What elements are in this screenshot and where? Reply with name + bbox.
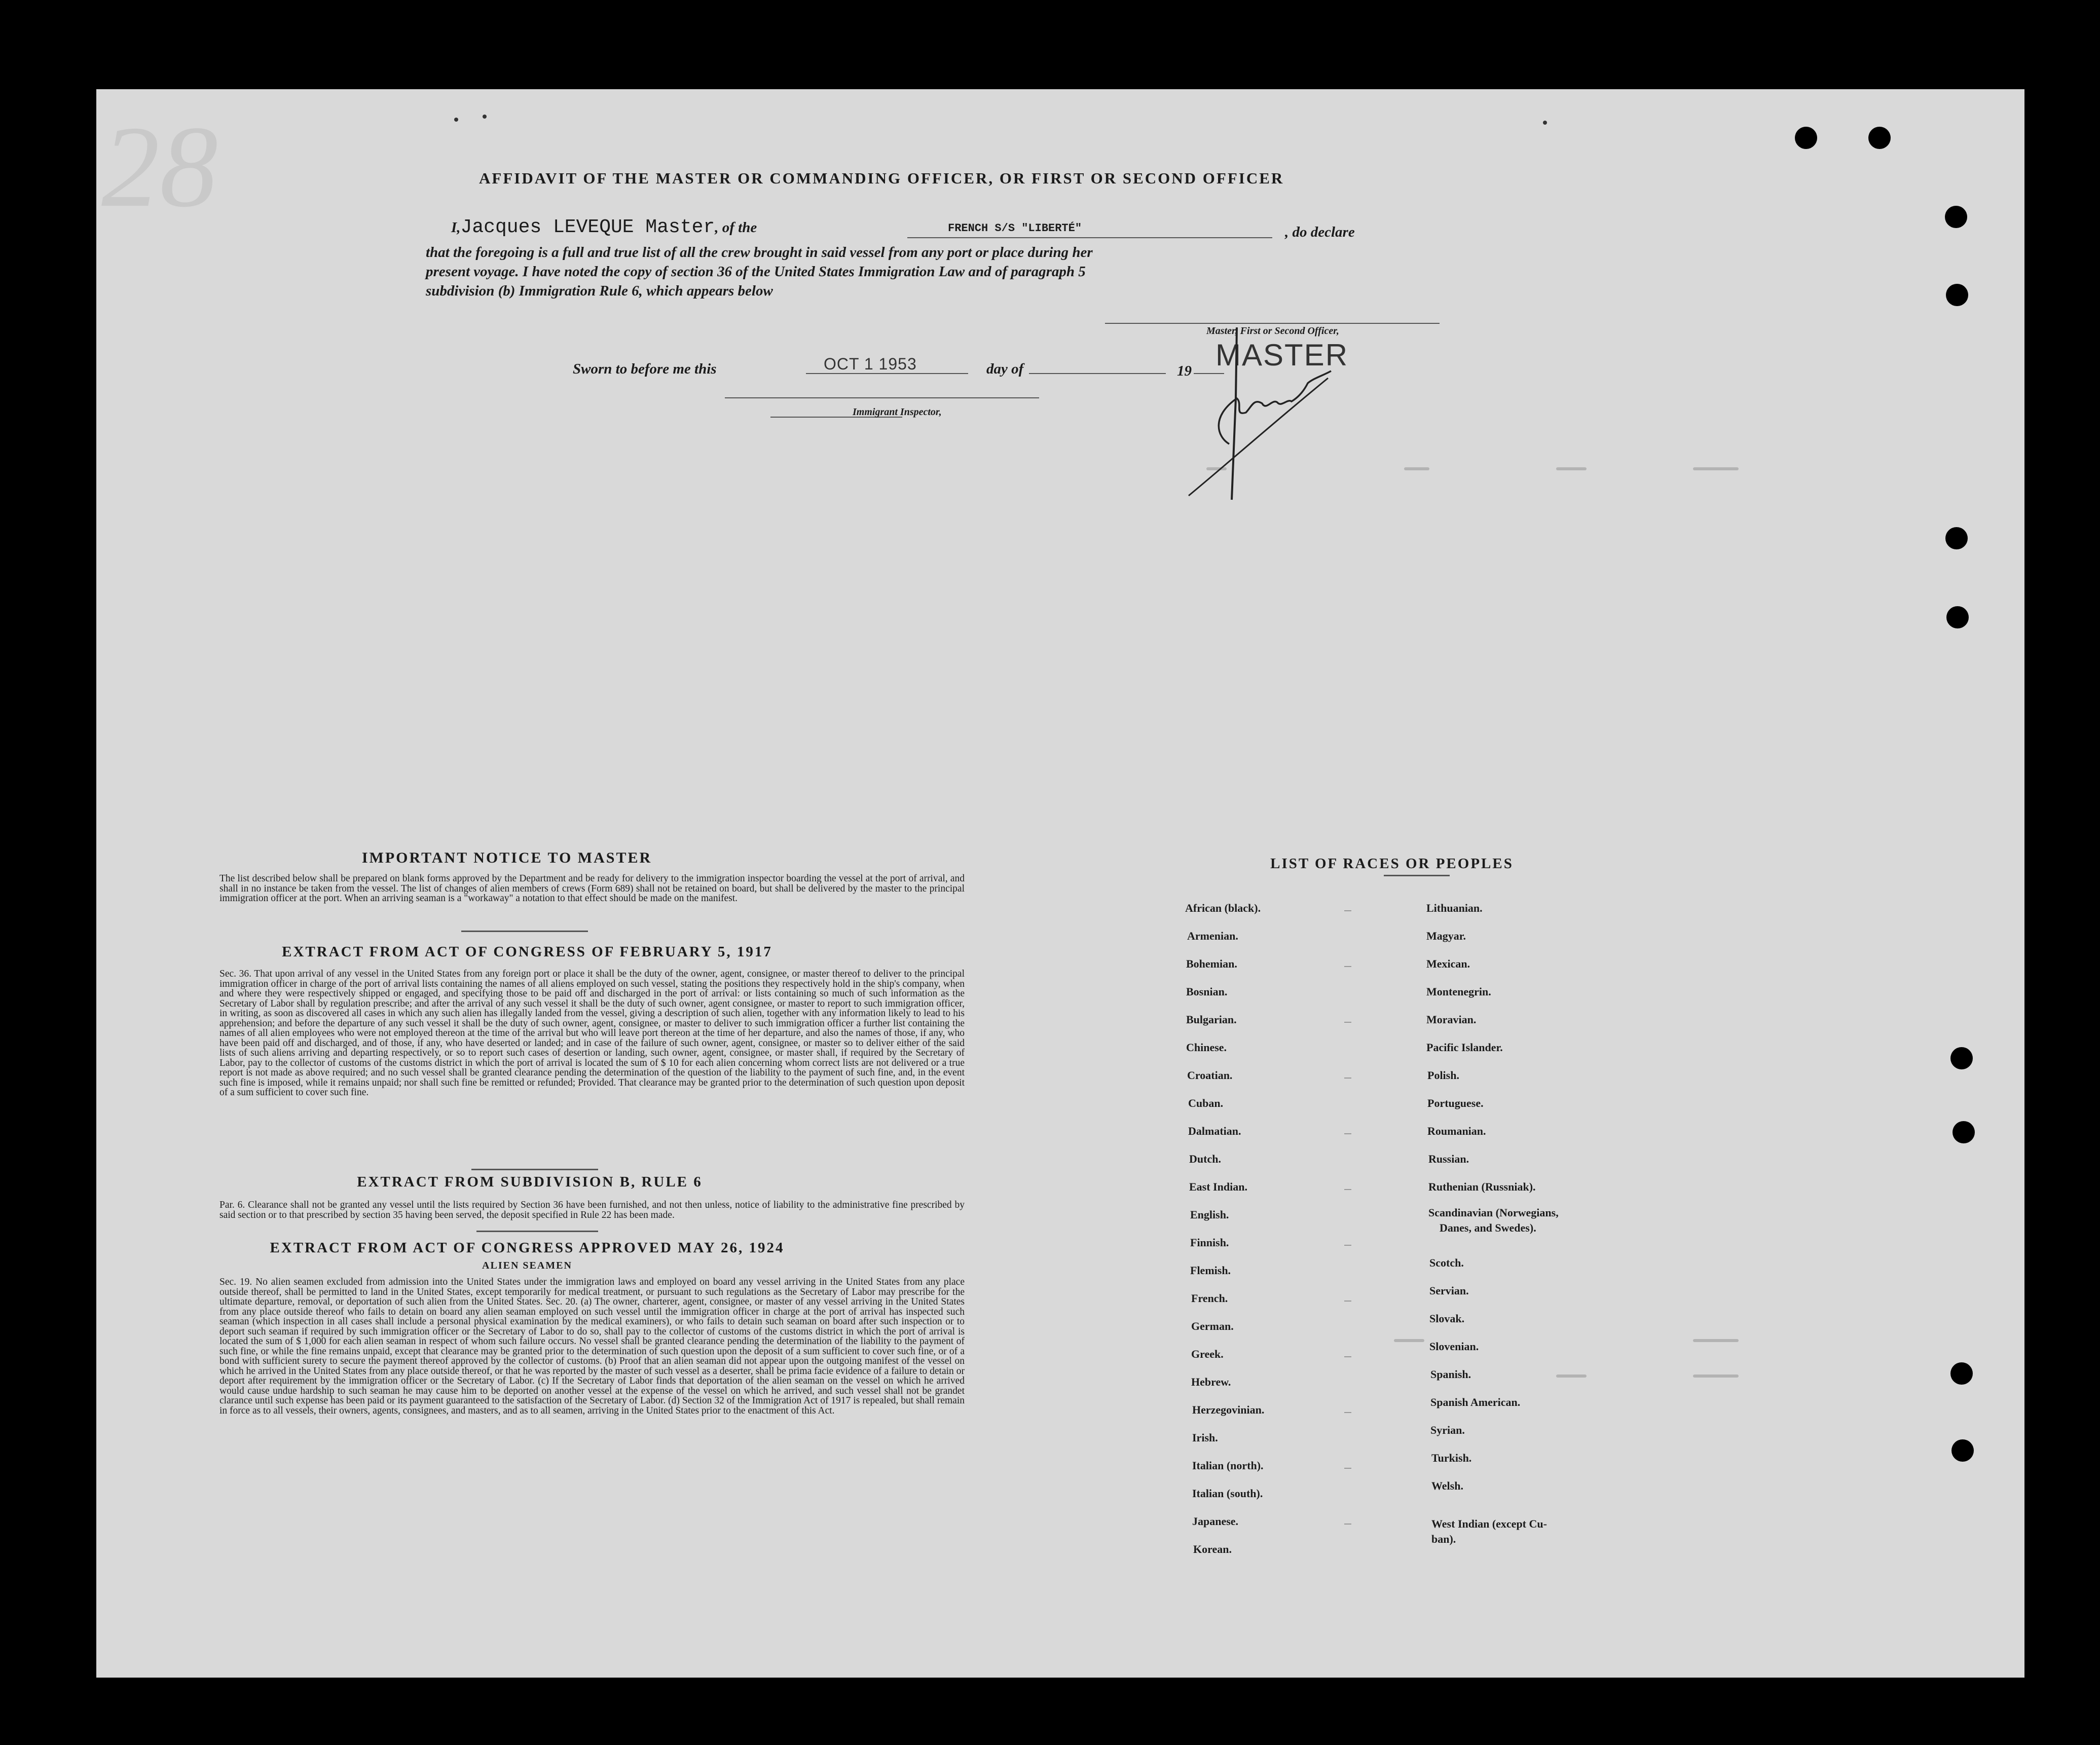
race-divider-dash bbox=[1344, 966, 1351, 967]
race-item: Bohemian. bbox=[1186, 957, 1237, 970]
notice-title: IMPORTANT NOTICE TO MASTER bbox=[361, 849, 652, 866]
race-divider-dash bbox=[1344, 910, 1351, 911]
bleed-through-line bbox=[1556, 467, 1587, 470]
extract-1917-title: EXTRACT FROM ACT OF CONGRESS OF FEBRUARY 5, 1917 bbox=[282, 944, 772, 960]
race-item: Italian (south). bbox=[1192, 1487, 1263, 1500]
inspector-signature-line bbox=[725, 397, 1039, 398]
race-item: Armenian. bbox=[1187, 930, 1238, 942]
race-item: Danes, and Swedes). bbox=[1440, 1221, 1536, 1234]
race-item: Spanish. bbox=[1430, 1368, 1471, 1381]
race-item: Moravian. bbox=[1426, 1013, 1477, 1026]
race-item: Finnish. bbox=[1190, 1236, 1229, 1249]
race-item: Magyar. bbox=[1426, 930, 1466, 942]
race-item: Herzegovinian. bbox=[1192, 1403, 1265, 1416]
race-item: Polish. bbox=[1427, 1069, 1459, 1082]
race-item: African (black). bbox=[1185, 902, 1261, 914]
officer-label: Master, First or Second Officer, bbox=[1206, 325, 1339, 337]
master-name: Jacques LEVEQUE Master bbox=[460, 216, 715, 238]
race-item: Cuban. bbox=[1188, 1097, 1224, 1109]
race-item: Scotch. bbox=[1429, 1256, 1464, 1269]
extract-1917-body: Sec. 36. That upon arrival of any vessel in the United States from any foreign port or place it shall be the duty of the owner, agent, consignee, or master thereof to deliver to the principal immigration officer in charge of the port of arrival lists containing the names of all aliens employed on such vessel, stating the positions they respectively hold in the ship's company, when and where they were respectively shipped or engaged, and specifying those to be paid off and discharged in the port of arrival: or lists containing so much of such information as the Secretary of Labor shall by regulation prescribe; and after the arrival of any such vessel it shall be the duty of such owner, agent consignee, or master to report to such immigration officer, in writing, as soon as discovered all cases in which any such alien has illegally landed from the vessel, giving a description of such alien, together with any information likely to lead to his apprehension; and before the departure of any such vessel it shall be the duty of such owner, agent, consignee, or master to deliver to such immigration officer a further list containing the names of all alien employees who were not employed thereon at the time of the arrival but who will leave port thereon at the time of her departure, and also the names of those, if any, who have been paid off and discharged, and of those, if any, who have deserted or landed; and in case of the failure of such owner, agent, consignee, or master so to deliver either of the said lists of such aliens arriving and departing respectively, or so to report such cases of desertion or landing, such owner, agent, consignee, or master shall, if required by the Secretary of Labor, pay to the collector of customs of the customs district in which the port of arrival is located the sum of $ 10 for each alien concerning whom correct lists are not delivered or a true report is not made as above required; and no such vessel shall be granted clearance pending the determination of the question of the liability to the payment of such fine, and, in the event such fine is imposed, while it remains unpaid; nor shall such fine be remitted or refunded; Provided. That clearance may be granted prior to the determination of such question upon deposit of a sum sufficient to cover such fine. bbox=[219, 969, 965, 1098]
races-title-underline bbox=[1384, 875, 1450, 876]
master-stamp: MASTER bbox=[1215, 338, 1349, 372]
race-item: Irish. bbox=[1192, 1431, 1218, 1444]
speck bbox=[454, 118, 458, 122]
race-item: Bosnian. bbox=[1186, 985, 1228, 998]
bleed-through-mark: 28 bbox=[101, 102, 218, 231]
race-item: West Indian (except Cu- bbox=[1431, 1517, 1547, 1530]
race-item: Lithuanian. bbox=[1426, 902, 1483, 914]
race-divider-dash bbox=[1344, 1133, 1351, 1134]
declaration-end: , do declare bbox=[1285, 224, 1355, 240]
race-item: Ruthenian (Russniak). bbox=[1428, 1180, 1536, 1193]
race-item: Montenegrin. bbox=[1426, 985, 1491, 998]
races-title: LIST OF RACES OR PEOPLES bbox=[1270, 856, 1514, 872]
declaration-line-4: subdivision (b) Immigration Rule 6, which appears below bbox=[426, 283, 773, 299]
speck bbox=[1543, 121, 1547, 125]
binder-hole bbox=[1950, 1047, 1973, 1069]
race-item: Servian. bbox=[1429, 1284, 1469, 1297]
bleed-through-line bbox=[1556, 1375, 1587, 1378]
race-item: English. bbox=[1190, 1208, 1229, 1221]
race-divider-dash bbox=[1344, 1245, 1351, 1246]
race-item: Greek. bbox=[1191, 1348, 1224, 1360]
speck bbox=[483, 115, 487, 119]
race-item: Dalmatian. bbox=[1188, 1125, 1241, 1137]
declaration-line-1 bbox=[451, 217, 757, 238]
inspector-label: Immigrant Inspector, bbox=[853, 406, 942, 418]
sworn-prefix: Sworn to before me this bbox=[573, 361, 717, 377]
race-item: Turkish. bbox=[1431, 1452, 1472, 1464]
notice-body: The list described below shall be prepared on blank forms approved by the Department and be ready for delivery to the immigration inspector boarding the vessel at the port of arrival, and shall in no instance be taken from the vessel. The list of changes of alien members of crews (Form 689) shall not be retained on board, but shall be delivered by the master to the principal immigration officer at the port. When an arriving seaman is a "workaway" a notation to that effect should be made on the manifest. bbox=[219, 873, 965, 904]
race-item: Welsh. bbox=[1431, 1479, 1463, 1492]
binder-hole bbox=[1945, 206, 1967, 228]
race-item: Scandinavian (Norwegians, bbox=[1428, 1206, 1559, 1219]
declaration-prefix: I, bbox=[451, 219, 461, 236]
extract-1917-rule bbox=[461, 931, 588, 932]
master-signature bbox=[1181, 322, 1348, 505]
sworn-year: 19 bbox=[1177, 363, 1192, 379]
race-item: Spanish American. bbox=[1430, 1396, 1521, 1408]
race-divider-dash bbox=[1344, 1189, 1351, 1190]
sworn-day-of: day of bbox=[986, 361, 1024, 377]
race-divider-dash bbox=[1344, 1524, 1351, 1525]
extract-1924-divider bbox=[476, 1231, 598, 1232]
binder-hole bbox=[1950, 1362, 1973, 1385]
race-item: Pacific Islander. bbox=[1426, 1041, 1503, 1054]
binder-hole bbox=[1952, 1121, 1975, 1143]
extract-1924-body: Sec. 19. No alien seamen excluded from admission into the United States under the immigration laws and employed on board any vessel arriving in the United States from any place outside thereof, shall be permitted to land in the United States, except temporarily for medical treatment, or pursuant to such regulations as the Secretary of Labor may prescribe for the ultimate departure, removal, or deportation of such alien from the United States. Sec. 20. (a) The owner, charterer, agent, consignee, or master of any vessel arriving in the United States from any place outside thereof who fails to detain on board any alien seaman employed on such vessel until the immigration officer in charge at the port of arrival has inspected such seaman (which inspection in all cases shall include a personal physical examination by the medical examiners), or who fails to detain such seaman on board after such inspection or to deport such seaman if required by such immigration officer or the Secretary of Labor to do so, shall pay to the collector of customs of the customs district in which the port of arrival is located the sum of $ 1,000 for each alien seaman in respect of whom such failure occurs. No vessel shall be granted clearance pending the determination of the liability to the payment of such fine, or while the fine remains unpaid, except that clearance may be granted prior to the determination of such question upon the deposit of a sum sufficient to cover such fine, or of a bond with sufficient surety to secure the payment thereof approved by the collector of customs. (b) Proof that an alien seaman did not appear upon the outgoing manifest of the vessel on which he arrived in the United States from any place outside thereof, or that he was reported by the master of such vessel as a deserter, shall be prima facie evidence of a failure to detain or deport after requirement by the immigration officer or the Secretary of Labor. (c) If the Secretary of Labor finds that deportation of the alien seaman on the vessel on which he arrived would cause undue hardship to such seaman he may cause him to be deported on another vessel at the expense of the vessel on which he arrived, and such vessel shall not be grandet clarance until such expense has been paid or its payment guaranteed to the satisfaction of the Secretary of Labor. (d) Section 32 of the Immigration Act of 1917 is repealed, but shall remain in force as to all vessels, their owners, agents, consignees, and masters, and as to all seamen, arriving in the United States prior to the enactment of this Act. bbox=[219, 1277, 965, 1416]
binder-hole bbox=[1945, 527, 1968, 549]
affidavit-heading: AFFIDAVIT OF THE MASTER OR COMMANDING OFFICER, OR FIRST OR SECOND OFFICER bbox=[479, 169, 1284, 187]
declaration-line-2: that the foregoing is a full and true list of all the crew brought in said vessel from any port or place during her bbox=[426, 244, 1093, 261]
race-divider-dash bbox=[1344, 1356, 1351, 1357]
race-item: Bulgarian. bbox=[1186, 1013, 1237, 1026]
race-divider-dash bbox=[1344, 1078, 1351, 1079]
race-divider-dash bbox=[1344, 1022, 1351, 1023]
race-item: Hebrew. bbox=[1191, 1376, 1231, 1388]
bleed-through-line bbox=[1693, 467, 1739, 470]
bleed-through-line bbox=[1693, 1339, 1739, 1342]
alien-seamen-subtitle: ALIEN SEAMEN bbox=[482, 1260, 572, 1271]
binder-hole bbox=[1946, 606, 1969, 628]
race-item: Slovak. bbox=[1429, 1312, 1465, 1325]
bleed-through-line bbox=[1404, 467, 1429, 470]
race-item: Dutch. bbox=[1189, 1153, 1221, 1165]
sworn-date-stamp: OCT 1 1953 bbox=[824, 355, 917, 373]
vessel-name: FRENCH S/S "LIBERTÉ" bbox=[948, 222, 1082, 235]
race-item: Flemish. bbox=[1190, 1264, 1231, 1277]
extract-rule-6-title: EXTRACT FROM SUBDIVISION B, RULE 6 bbox=[357, 1174, 703, 1190]
vessel-underline bbox=[907, 237, 1272, 238]
race-item: Syrian. bbox=[1430, 1424, 1465, 1436]
binder-hole bbox=[1951, 1439, 1974, 1462]
race-item: Chinese. bbox=[1186, 1041, 1227, 1054]
bleed-through-line bbox=[1394, 1339, 1424, 1342]
race-item: Mexican. bbox=[1426, 957, 1470, 970]
document-page bbox=[96, 89, 2024, 1678]
binder-hole bbox=[1795, 127, 1817, 149]
race-item: Korean. bbox=[1193, 1543, 1232, 1555]
extract-1924-title: EXTRACT FROM ACT OF CONGRESS APPROVED MAY 26, 1924 bbox=[270, 1240, 785, 1256]
race-item: Italian (north). bbox=[1192, 1459, 1264, 1472]
race-item: French. bbox=[1191, 1292, 1228, 1305]
race-item: Russian. bbox=[1428, 1153, 1469, 1165]
declaration-line-3: present voyage. I have noted the copy of section 36 of the United States Immigration Law and of paragraph 5 bbox=[426, 264, 1086, 280]
race-divider-dash bbox=[1344, 1301, 1351, 1302]
bleed-through-line bbox=[1693, 1375, 1739, 1378]
race-item: German. bbox=[1191, 1320, 1234, 1332]
race-item: Croatian. bbox=[1187, 1069, 1233, 1082]
sworn-date-underline bbox=[806, 373, 968, 374]
race-divider-dash bbox=[1344, 1468, 1351, 1469]
sworn-month-underline bbox=[1029, 373, 1166, 374]
race-item: Japanese. bbox=[1192, 1515, 1239, 1528]
race-divider-dash bbox=[1344, 1412, 1351, 1413]
race-item: Slovenian. bbox=[1429, 1340, 1479, 1353]
declaration-of: , of the bbox=[715, 219, 757, 236]
binder-hole bbox=[1868, 127, 1891, 149]
extract-rule-6-body: Par. 6. Clearance shall not be granted any vessel until the lists required by Section 36 have been furnished, and not then unless, notice of liability to the administrative fine prescribed by said section or to that prescribed by section 35 having been served, the deposit specified in Rule 22 has been made. bbox=[219, 1200, 965, 1220]
race-item: Roumanian. bbox=[1427, 1125, 1486, 1137]
rule-6-divider bbox=[471, 1169, 598, 1170]
race-item: Portuguese. bbox=[1427, 1097, 1484, 1109]
binder-hole bbox=[1946, 284, 1968, 306]
race-item: East Indian. bbox=[1189, 1180, 1247, 1193]
race-item: ban). bbox=[1431, 1533, 1456, 1545]
